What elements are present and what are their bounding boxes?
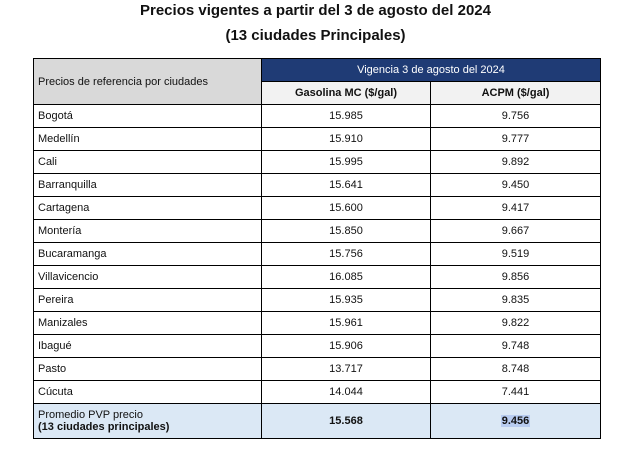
gasolina-cell: 15.850 <box>262 220 431 243</box>
gasolina-cell: 15.600 <box>262 197 431 220</box>
average-label-line2: (13 ciudades principales) <box>38 421 170 433</box>
table-row <box>34 358 601 381</box>
city-cell: Bucaramanga <box>34 243 262 266</box>
gasolina-cell: 15.985 <box>262 105 431 128</box>
acpm-cell: 9.417 <box>431 197 601 220</box>
city-cell: Pasto <box>34 358 262 381</box>
table-row <box>34 174 601 197</box>
gasolina-cell: 15.641 <box>262 174 431 197</box>
gasolina-cell: 15.756 <box>262 243 431 266</box>
table-row <box>34 128 601 151</box>
average-row <box>34 404 601 439</box>
city-cell: Medellín <box>34 128 262 151</box>
header-row-top <box>34 59 601 82</box>
city-cell: Bogotá <box>34 105 262 128</box>
page-subtitle: (13 ciudades Principales) <box>225 27 406 44</box>
city-cell: Cartagena <box>34 197 262 220</box>
table-row <box>34 381 601 404</box>
gasolina-cell: 15.935 <box>262 289 431 312</box>
city-cell: Manizales <box>34 312 262 335</box>
average-label-line1: Promedio PVP precio <box>38 409 143 421</box>
average-gasolina: 15.568 <box>262 404 431 439</box>
city-cell: Barranquilla <box>34 174 262 197</box>
fuel-price-table <box>33 58 601 439</box>
gasolina-cell: 13.717 <box>262 358 431 381</box>
acpm-cell: 9.777 <box>431 128 601 151</box>
gasolina-cell: 14.044 <box>262 381 431 404</box>
acpm-cell: 8.748 <box>431 358 601 381</box>
column-header-acpm: ACPM ($/gal) <box>431 82 601 105</box>
table-row <box>34 243 601 266</box>
gasolina-cell: 15.995 <box>262 151 431 174</box>
table-row <box>34 312 601 335</box>
gasolina-cell: 16.085 <box>262 266 431 289</box>
average-acpm: 9.456 <box>501 415 530 427</box>
acpm-cell: 9.756 <box>431 105 601 128</box>
acpm-cell: 9.748 <box>431 335 601 358</box>
gasolina-cell: 15.961 <box>262 312 431 335</box>
table-row <box>34 197 601 220</box>
acpm-cell: 9.856 <box>431 266 601 289</box>
acpm-cell: 9.450 <box>431 174 601 197</box>
acpm-cell: 9.822 <box>431 312 601 335</box>
city-cell: Cali <box>34 151 262 174</box>
table-row <box>34 289 601 312</box>
vigencia-header: Vigencia 3 de agosto del 2024 <box>262 59 601 82</box>
table-row <box>34 266 601 289</box>
table-row <box>34 151 601 174</box>
row-header-label: Precios de referencia por ciudades <box>34 59 262 105</box>
city-cell: Montería <box>34 220 262 243</box>
page-title: Precios vigentes a partir del 3 de agosto del 2024 <box>140 2 491 19</box>
table-row <box>34 335 601 358</box>
city-cell: Cúcuta <box>34 381 262 404</box>
acpm-cell: 7.441 <box>431 381 601 404</box>
column-header-gasolina: Gasolina MC ($/gal) <box>262 82 431 105</box>
gasolina-cell: 15.906 <box>262 335 431 358</box>
table-row <box>34 220 601 243</box>
table-row <box>34 105 601 128</box>
city-cell: Pereira <box>34 289 262 312</box>
city-cell: Ibagué <box>34 335 262 358</box>
average-acpm-cell <box>431 404 601 439</box>
acpm-cell: 9.835 <box>431 289 601 312</box>
city-cell: Villavicencio <box>34 266 262 289</box>
acpm-cell: 9.519 <box>431 243 601 266</box>
gasolina-cell: 15.910 <box>262 128 431 151</box>
acpm-cell: 9.667 <box>431 220 601 243</box>
acpm-cell: 9.892 <box>431 151 601 174</box>
average-label <box>34 404 262 439</box>
table-body <box>34 105 601 404</box>
